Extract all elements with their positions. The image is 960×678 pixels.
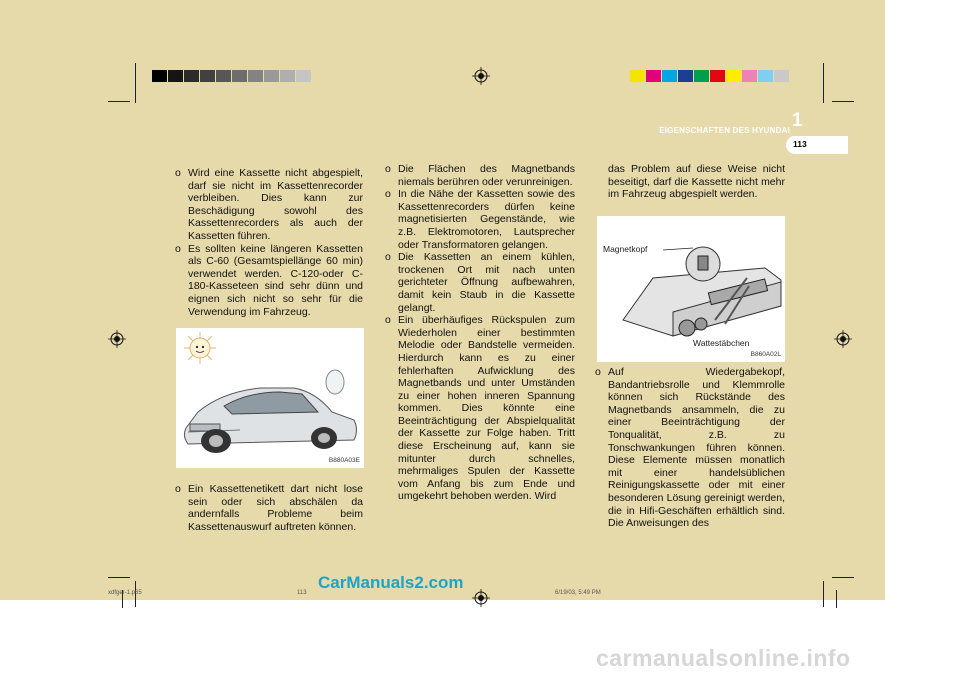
list-item: o Auf Wiedergabekopf, Bandantriebsrolle und Klemmrolle können sich Rückstände des Magnetbands ansammeln, die zu einer Beeinträchtigung der Tonqualität, z.B. zu Tonschwankungen führen können. Diese Elemente müssen monatlich mit einer handelsüblichen Reinigungskassette oder mit einer besonderen Lösung gereinigt werden, die in Hifi-Geschäften erhältlich sind. Die Anweisungen des xyxy=(595,366,785,530)
page-number: 113 xyxy=(793,139,807,149)
list-item: o Ein Kassettenetikett dart nicht lose sein oder sich abschälen da andernfalls Probleme beim Kassettenauswurf auftreten können. xyxy=(175,483,363,533)
watermark-carmanualsonline: carmanualsonline.info xyxy=(596,645,851,671)
color-swatch xyxy=(662,70,677,82)
footer-file-name: xdfger-1.p65 xyxy=(108,590,142,596)
footer-page-ref: 113 xyxy=(297,590,307,596)
gray-swatch xyxy=(248,70,263,82)
column-1 xyxy=(175,167,363,318)
gray-swatch xyxy=(264,70,279,82)
figure-code: B860A02L xyxy=(750,351,781,358)
figure-code: B880A03E xyxy=(328,457,360,464)
column-2 xyxy=(385,163,575,503)
list-item: o Die Flächen des Magnetbands niemals berühren oder verunreinigen. xyxy=(385,163,575,188)
color-swatch xyxy=(646,70,661,82)
gray-swatch xyxy=(168,70,183,82)
chapter-number: 1 xyxy=(792,110,803,131)
watermark-carmanuals2[interactable]: CarManuals2.com xyxy=(318,573,464,592)
gray-swatch xyxy=(152,70,167,82)
paragraph: das Problem auf diese Weise nicht beseitigt, darf die Kassette nicht mehr im Fahrzeug abgespielt werden. xyxy=(608,163,785,201)
color-swatch xyxy=(710,70,725,82)
figure-label-magnetkopf: Magnetkopf xyxy=(603,244,648,254)
list-item: o Die Kassetten an einem kühlen, trockenen Ort mit nach unten gerichteter Öffnung aufbewahren, damit kein Staub in die Kassette gelangt. xyxy=(385,251,575,314)
list-item: o Wird eine Kassette nicht abgespielt, darf sie nicht im Kassettenrecorder verbleiben. Dies kann zur Beschädigung sowohl des Kassettenrecorders als auch der Kassetten führen. xyxy=(175,167,363,242)
registration-mark-icon xyxy=(108,330,126,348)
gray-swatch xyxy=(200,70,215,82)
gray-swatch xyxy=(296,70,311,82)
color-swatch xyxy=(678,70,693,82)
color-calibration-strip xyxy=(630,70,790,82)
car-figure xyxy=(176,328,364,468)
gray-swatch xyxy=(184,70,199,82)
column-3 xyxy=(595,366,785,530)
footer-timestamp: 6/19/03, 5:49 PM xyxy=(555,590,601,596)
color-swatch xyxy=(742,70,757,82)
color-swatch xyxy=(758,70,773,82)
cassette-deck-illustration-icon xyxy=(597,216,785,362)
section-title: EIGENSCHAFTEN DES HYUNDAI xyxy=(659,126,790,135)
list-item: o Ein überhäufiges Rückspulen zum Wiederholen einer bestimmten Melodie oder Bandstelle vermeiden. Hierdurch kann es zu einer fehlerhaften Aufwicklung des Magnetbands und unter Umständen zu einer hohen inneren Spannung kommen. Dies könnte eine Beeinträchtigung der Abspielqualität der Kassette zur Folge haben. Tritt diese Erscheinung auf, kann sie mitunter durch schnelles, mehrmaliges Spulen der Kassette vom Anfang bis zum Ende und umgekehrt behoben werden. Wird xyxy=(385,314,575,503)
gray-swatch xyxy=(216,70,231,82)
registration-mark-icon xyxy=(834,330,852,348)
color-swatch xyxy=(726,70,741,82)
color-swatch xyxy=(694,70,709,82)
registration-mark-icon xyxy=(472,589,490,607)
color-swatch xyxy=(774,70,789,82)
column-3-intro xyxy=(595,163,785,201)
registration-mark-icon xyxy=(472,67,490,85)
gray-swatch xyxy=(232,70,247,82)
color-swatch xyxy=(630,70,645,82)
gray-swatch xyxy=(280,70,295,82)
list-item: o Es sollten keine längeren Kassetten als C-60 (Gesamtspiellänge 60 min) verwendet werden. C-120-oder C-180-Kasseteen sind sehr dünn und eignen sich nicht so sehr für die Verwendung im Fahrzeug. xyxy=(175,242,363,318)
car-illustration-icon xyxy=(176,328,364,468)
figure-label-wattestaebchen: Wattestäbchen xyxy=(693,338,750,348)
column-1-after-figure xyxy=(175,483,363,533)
cassette-head-figure xyxy=(597,216,785,362)
list-item: o In die Nähe der Kassetten sowie des Kassettenrecorders dürfen keine magnetisierten Gegenstände, wie z.B. Elektromotoren, Lautsprecher oder Transformatoren gelangen. xyxy=(385,188,575,251)
gray-calibration-strip xyxy=(152,70,312,82)
